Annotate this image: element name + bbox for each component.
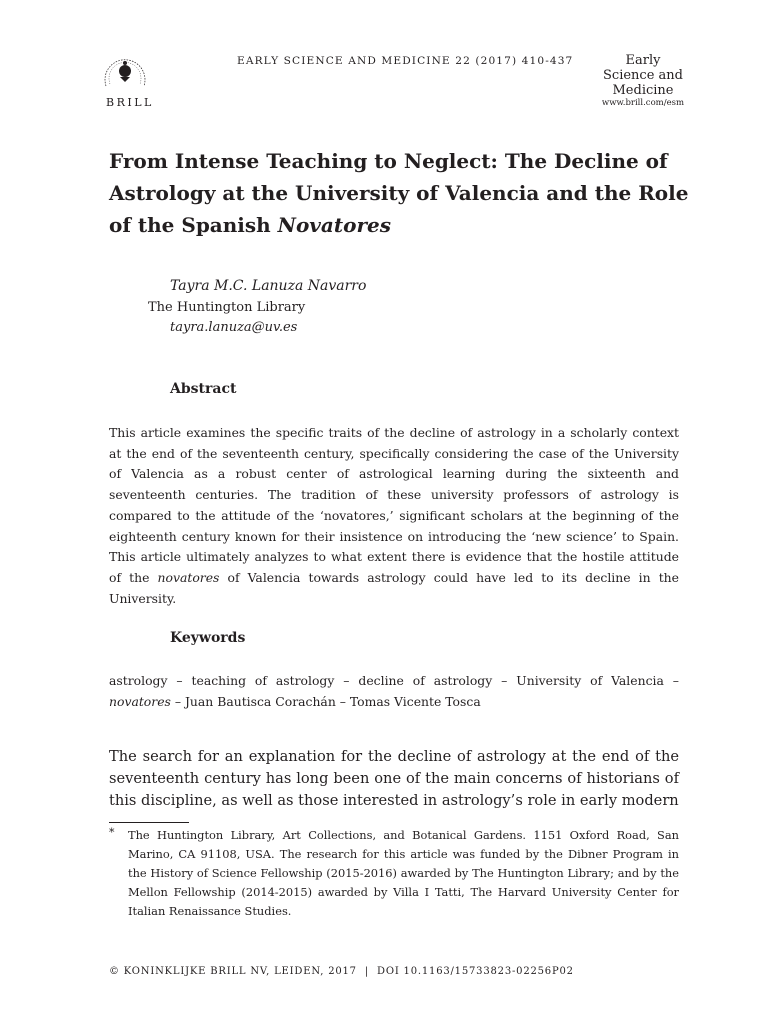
title-main: From Intense Teaching to Neglect: The Decline of Astrology at the University of Valencia and the Role of the Spanish [109,149,689,237]
author-affiliation: The Huntington Library [148,300,306,315]
journal-logo-line-3: Medicine [612,83,674,98]
keywords-italic: novatores [109,693,171,709]
abstract-italic: novatores [157,569,220,585]
keywords-part-2: – Juan Bautisca Corachán – Tomas Vicente Tosca [170,693,481,709]
abstract-text [109,423,679,609]
running-head: EARLY SCIENCE AND MEDICINE 22 (2017) 410-437 [237,55,574,67]
abstract-heading: Abstract [170,381,237,397]
journal-url[interactable]: www.brill.com/esm [601,98,685,108]
body-paragraph: The search for an explanation for the decline of astrology at the end of the seventeenth century has long been one of the main concerns of historians of this discipline, as well as those interested in astrology’s role in early modern [109,748,679,809]
doi[interactable]: DOI 10.1163/15733823-02256P02 [377,966,574,977]
abstract-text-part-2: of Valencia towards astrology could have led to its decline in the University. [109,569,679,606]
keywords-heading: Keywords [170,630,246,646]
title-italic: Novatores [277,213,391,237]
footnote-divider [109,822,189,823]
journal-logo-line-1: Early [625,53,661,68]
footnote-mark: * [109,826,115,839]
author-email[interactable]: tayra.lanuza@uv.es [170,320,298,335]
keywords-part-1: astrology – teaching of astrology – decline of astrology – University of Valencia – [109,673,679,688]
journal-logo [600,53,686,98]
page-footer [109,966,574,977]
publisher-name: BRILL [106,96,154,109]
copyright: © KONINKLIJKE BRILL NV, LEIDEN, 2017 [109,966,357,977]
footer-separator: | [364,966,370,977]
author-name: Tayra M.C. Lanuza Navarro [170,278,367,294]
article-title [109,145,689,241]
abstract-text-part-1: This article examines the specific traits of the decline of astrology in a scholarly context at the end of the seventeenth century, specifically considering the case of the University of Valencia as a robust center of astrological learning during the sixteenth and seventeenth centuries. The tradition of these university professors of astrology is compared to the attitude of the ‘novatores,’ significant scholars at the beginning of the eighteenth century known for their insistence on introducing the ‘new science’ to Spain. This article ultimately analyzes to what extent there is evidence that the hostile attitude of the [109,425,679,585]
keywords-text [109,671,679,712]
journal-logo-line-2: Science and [603,68,683,83]
footnote-text: The Huntington Library, Art Collections, and Botanical Gardens. 1151 Oxford Road, San Marino, CA 91108, USA. The research for this article was funded by the Dibner Program in the History of Science Fellowship (2015-2016) awarded by The Huntington Library; and by the Mellon Fellowship (2014-2015) awarded by Villa I Tatti, The Harvard University Center for Italian Renaissance Studies. [128,828,679,918]
